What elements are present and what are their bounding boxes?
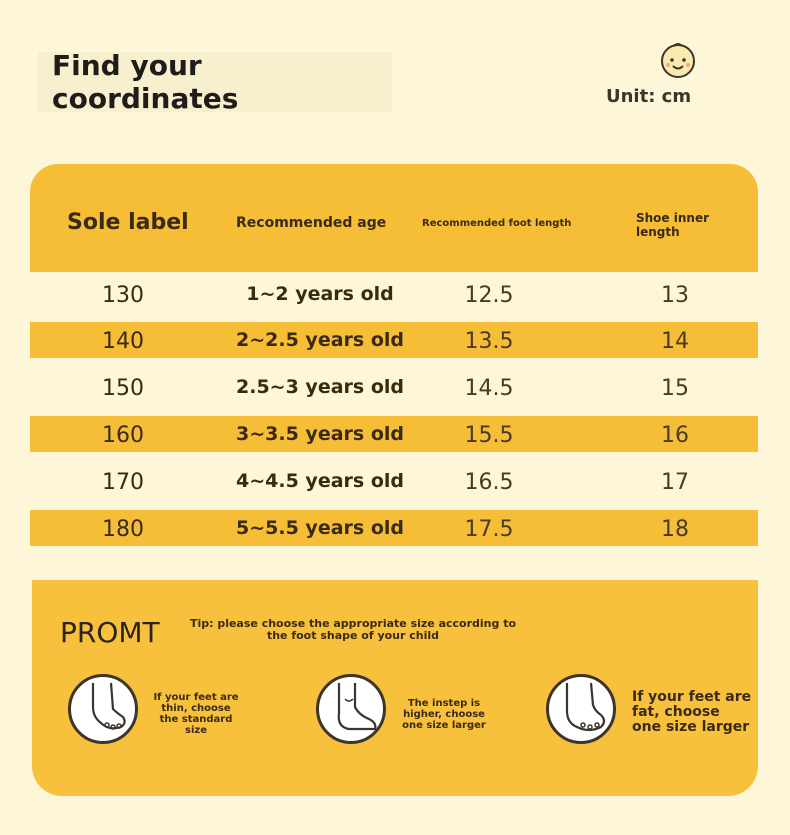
prompt-box: [32, 580, 758, 796]
sole-cell: 160: [102, 423, 144, 448]
inner-length-cell: 14: [661, 329, 689, 354]
table-row: [30, 416, 758, 452]
foot-length-cell: 12.5: [464, 283, 514, 308]
page-title: Find your coordinates: [52, 49, 239, 115]
foot-length-cell: 16.5: [464, 470, 514, 495]
fat-foot-icon: [546, 674, 616, 744]
sole-cell: 130: [102, 283, 144, 308]
unit-label: Unit: cm: [606, 86, 692, 107]
foot-length-cell: 17.5: [464, 517, 514, 542]
prompt-heading: PROMT: [60, 616, 160, 649]
high-instep-foot-icon: [316, 674, 386, 744]
column-header-inner: Shoe inner length: [636, 211, 710, 239]
table-row: [30, 510, 758, 546]
baby-face-icon: [658, 40, 698, 80]
column-header-age: Recommended age: [236, 215, 387, 231]
age-cell: 2.5~3 years old: [236, 376, 404, 398]
inner-length-cell: 15: [661, 376, 689, 401]
column-header-sole: Sole label: [67, 210, 189, 235]
age-cell: 1~2 years old: [246, 283, 394, 305]
fat-foot-note: If your feet are fat, choose one size larger: [632, 689, 752, 735]
age-cell: 2~2.5 years old: [236, 329, 404, 351]
age-cell: 3~3.5 years old: [236, 423, 404, 445]
age-cell: 4~4.5 years old: [236, 470, 404, 492]
inner-length-cell: 18: [661, 517, 689, 542]
inner-length-cell: 17: [661, 470, 689, 495]
foot-length-cell: 13.5: [464, 329, 514, 354]
sole-cell: 180: [102, 517, 144, 542]
sole-cell: 170: [102, 470, 144, 495]
table-row: [30, 322, 758, 358]
foot-length-cell: 15.5: [464, 423, 514, 448]
thin-foot-icon: [68, 674, 138, 744]
table-row: [30, 369, 758, 405]
title-box: [38, 49, 392, 115]
thin-foot-note: If your feet are thin, choose the standard size: [153, 692, 239, 736]
sole-cell: 140: [102, 329, 144, 354]
foot-length-cell: 14.5: [464, 376, 514, 401]
tip-text: Tip: please choose the appropriate size according to the foot shape of your child: [189, 617, 517, 642]
inner-length-cell: 16: [661, 423, 689, 448]
high-instep-note: The instep is higher, choose one size larger: [402, 698, 486, 731]
age-cell: 5~5.5 years old: [236, 517, 404, 539]
column-header-foot: Recommended foot length: [422, 218, 572, 229]
sole-cell: 150: [102, 376, 144, 401]
table-row: [30, 276, 758, 312]
table-header: [30, 164, 758, 272]
inner-length-cell: 13: [661, 283, 689, 308]
table-row: [30, 463, 758, 499]
